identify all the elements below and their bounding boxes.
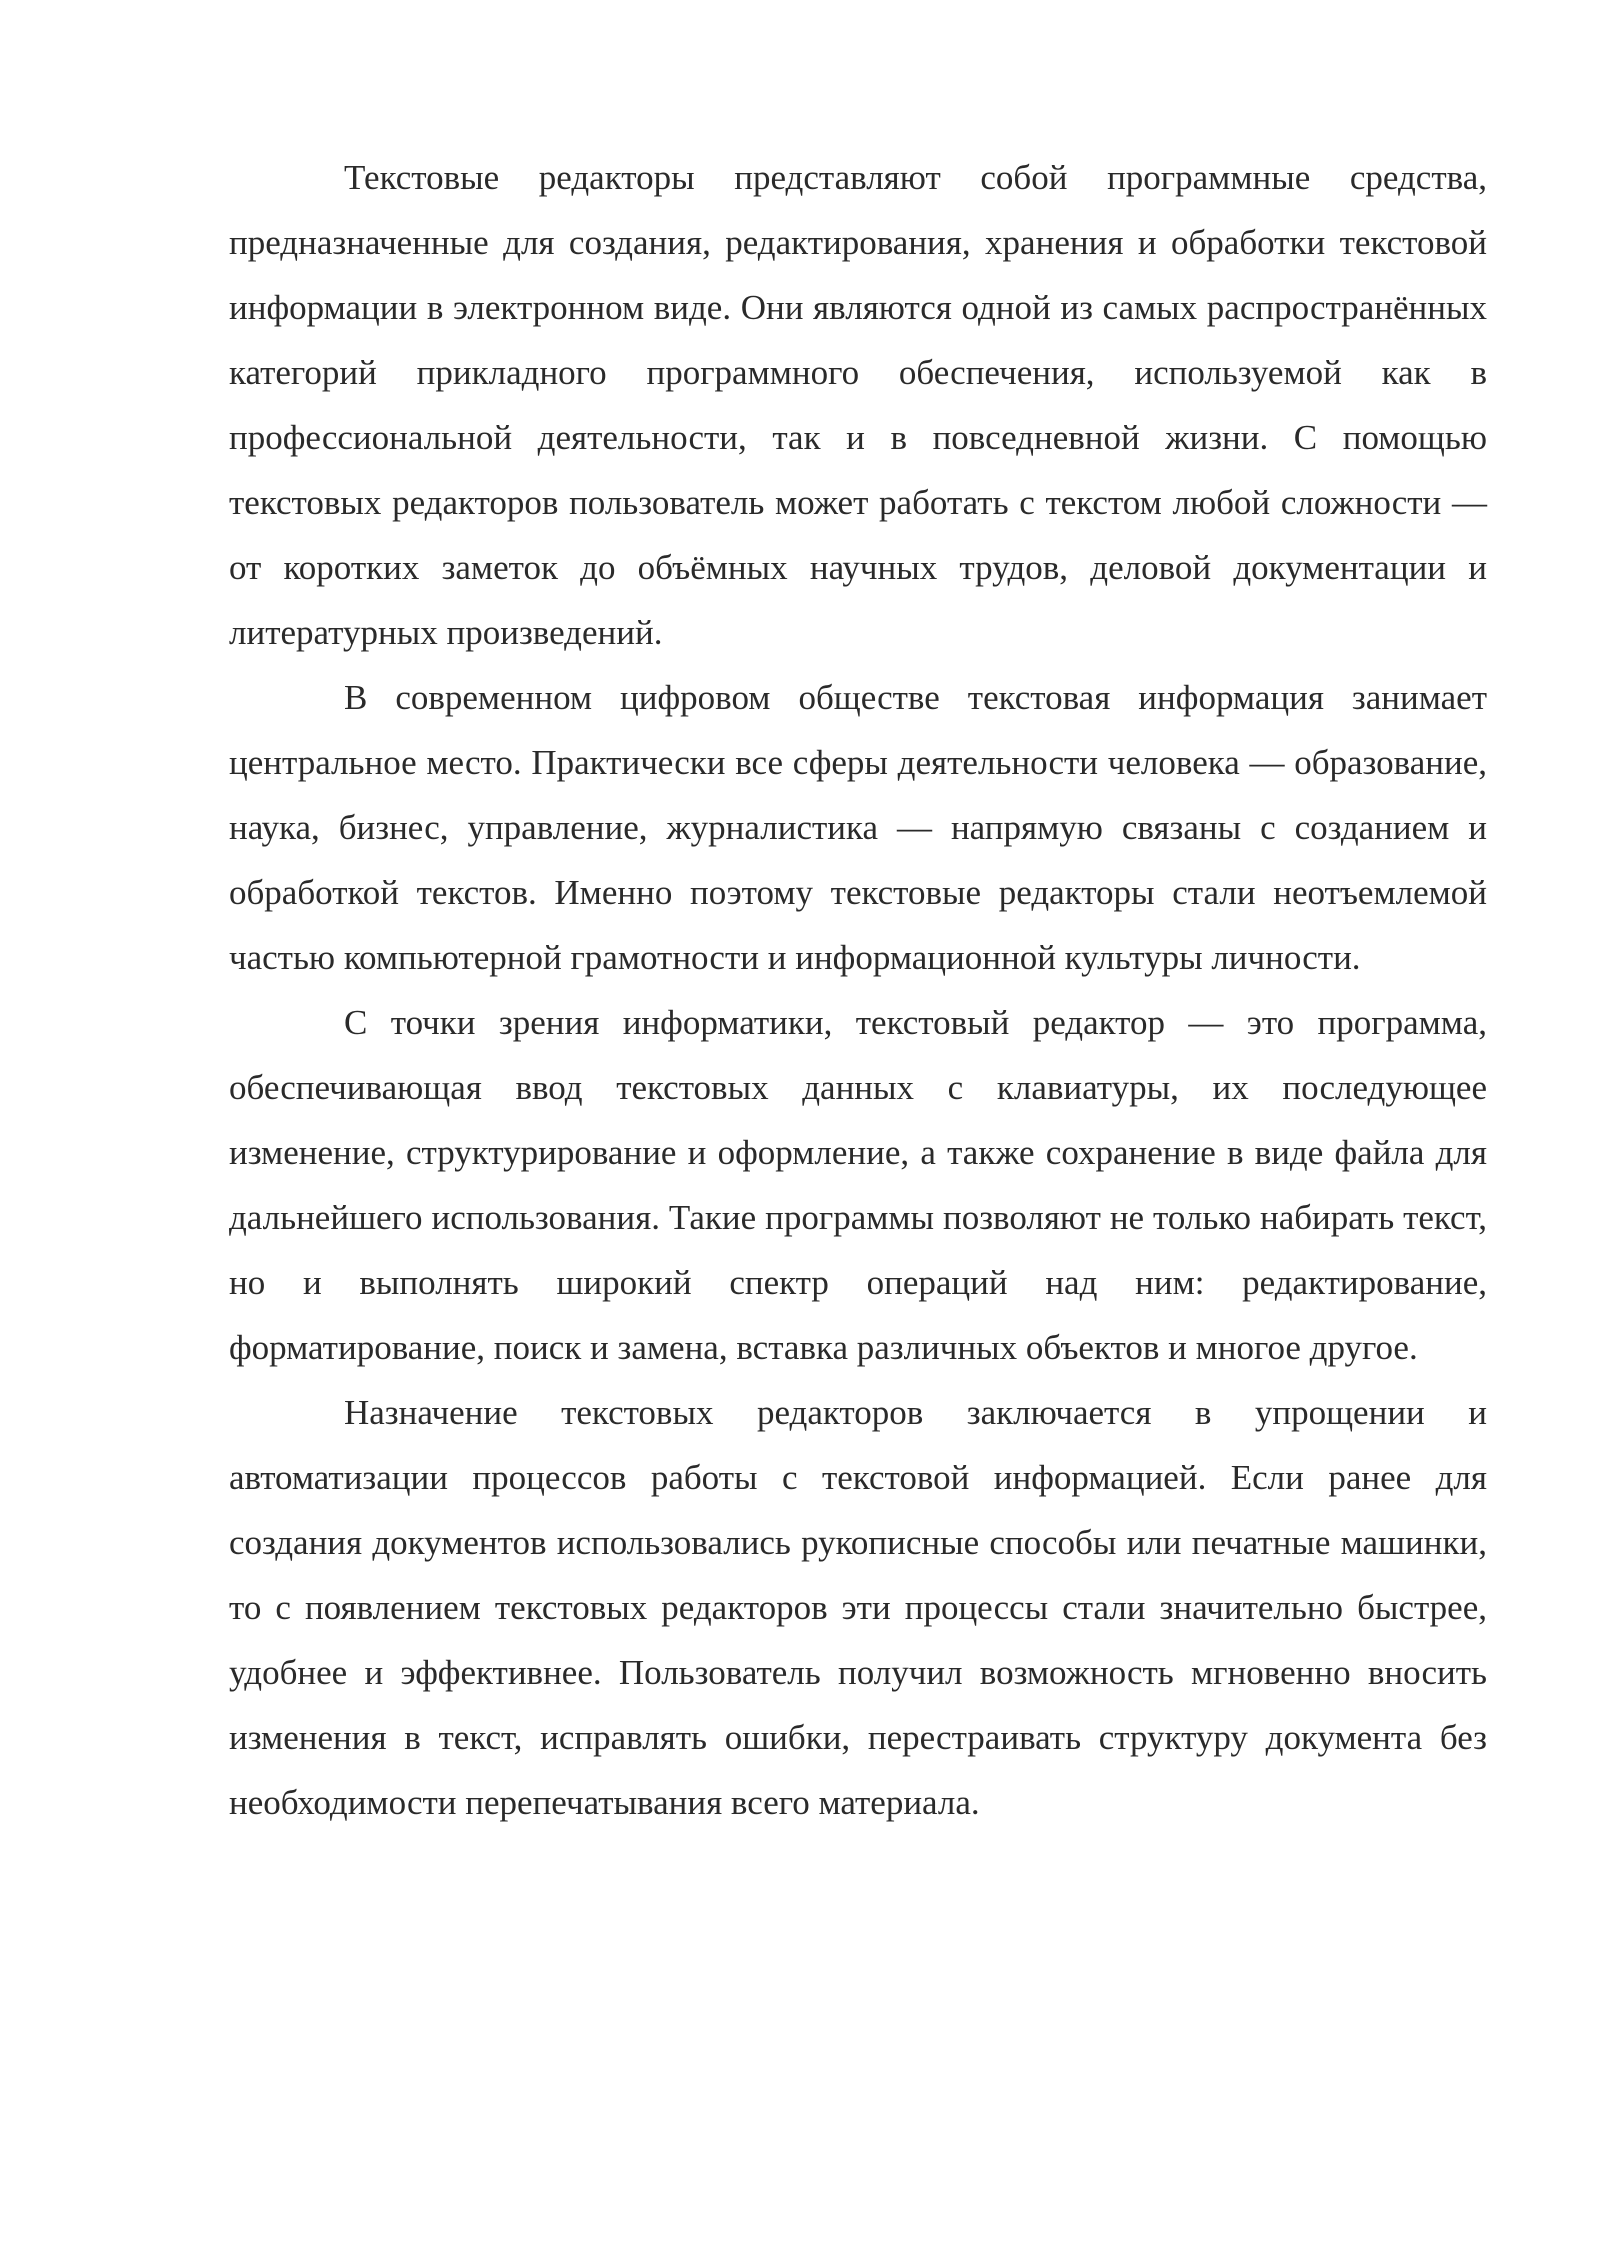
document-body bbox=[229, 145, 1487, 1835]
paragraph-1: Текстовые редакторы представляют собой программные средства, предназначенные для создания, редактирования, хранения и обработки текстовой информации в электронном виде. Они являются одной из самых распространённых категорий прикладного программного обеспечения, используемой как в профессиональной деятельности, так и в повседневной жизни. С помощью текстовых редакторов пользователь может работать с текстом любой сложности — от коротких заметок до объёмных научных трудов, деловой документации и литературных произведений. bbox=[229, 158, 1487, 652]
paragraph-2: В современном цифровом обществе текстовая информация занимает центральное место. Практически все сферы деятельности человека — образование, наука, бизнес, управление, журналистика — напрямую связаны с созданием и обработкой текстов. Именно поэтому текстовые редакторы стали неотъемлемой частью компьютерной грамотности и информационной культуры личности. bbox=[229, 678, 1487, 977]
paragraph-4: Назначение текстовых редакторов заключается в упрощении и автоматизации процессов работы с текстовой информацией. Если ранее для создания документов использовались рукописные способы или печатные машинки, то с появлением текстовых редакторов эти процессы стали значительно быстрее, удобнее и эффективнее. Пользователь получил возможность мгновенно вносить изменения в текст, исправлять ошибки, перестраивать структуру документа без необходимости перепечатывания всего материала. bbox=[229, 1393, 1487, 1822]
paragraph-3: С точки зрения информатики, текстовый редактор — это программа, обеспечивающая ввод текстовых данных с клавиатуры, их последующее изменение, структурирование и оформление, а также сохранение в виде файла для дальнейшего использования. Такие программы позволяют не только набирать текст, но и выполнять широкий спектр операций над ним: редактирование, форматирование, поиск и замена, вставка различных объектов и многое другое. bbox=[229, 1003, 1487, 1367]
